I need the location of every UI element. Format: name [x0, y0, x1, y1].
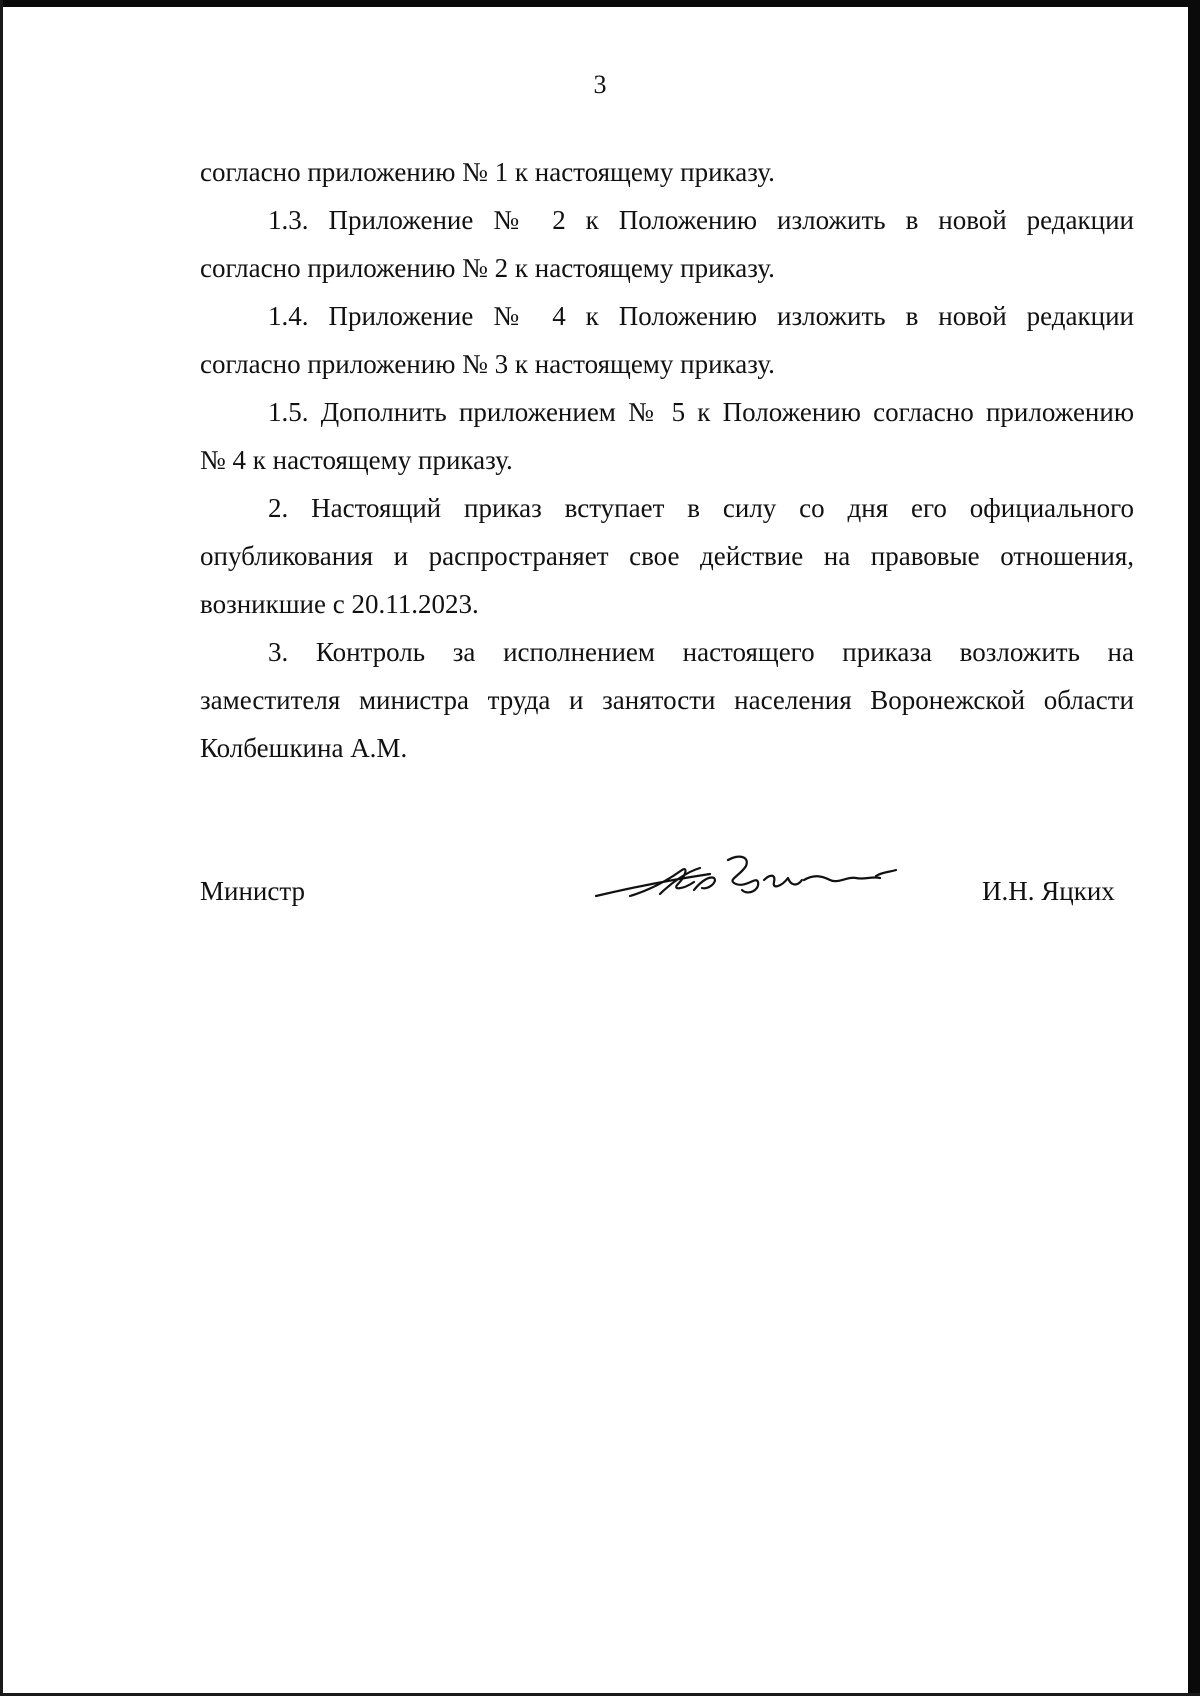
scan-edge-top	[0, 0, 1200, 7]
document-body	[200, 148, 1134, 772]
page-number: 3	[593, 70, 607, 99]
paragraph-1-5-line-1: 1.5. Дополнить приложением № 5 к Положению согласно приложению	[268, 397, 1134, 427]
paragraph-1-3-line-2: согласно приложению № 2 к настоящему приказу.	[200, 253, 775, 283]
paragraph-1-3-line-1: 1.3. Приложение № 2 к Положению изложить в новой редакции	[268, 205, 1134, 235]
paragraph-1-4-line-2: согласно приложению № 3 к настоящему приказу.	[200, 349, 775, 379]
text-line: согласно приложению № 1 к настоящему приказу.	[200, 157, 775, 187]
signatory-name: И.Н. Яцких	[982, 876, 1115, 906]
paragraph-3-line-3: Колбешкина А.М.	[200, 733, 408, 763]
signatory-role: Министр	[200, 876, 305, 906]
paragraph-2-line-1: 2. Настоящий приказ вступает в силу со дня его официального	[268, 493, 1134, 523]
paragraph-2-line-2: опубликования и распространяет свое действие на правовые отношения,	[200, 541, 1134, 571]
paragraph-3-line-2: заместителя министра труда и занятости населения Воронежской области	[200, 685, 1134, 715]
paragraph-2-line-3: возникшие с 20.11.2023.	[200, 589, 479, 619]
scan-edge-right	[1188, 0, 1200, 1696]
paragraph-1-4-line-1: 1.4. Приложение № 4 к Положению изложить в новой редакции	[268, 301, 1134, 331]
paragraph-1-5-line-2: № 4 к настоящему приказу.	[200, 445, 513, 475]
handwritten-signature	[590, 850, 930, 920]
scan-edge-left	[0, 0, 3, 1696]
paragraph-3-line-1: 3. Контроль за исполнением настоящего приказа возложить на	[268, 637, 1134, 667]
